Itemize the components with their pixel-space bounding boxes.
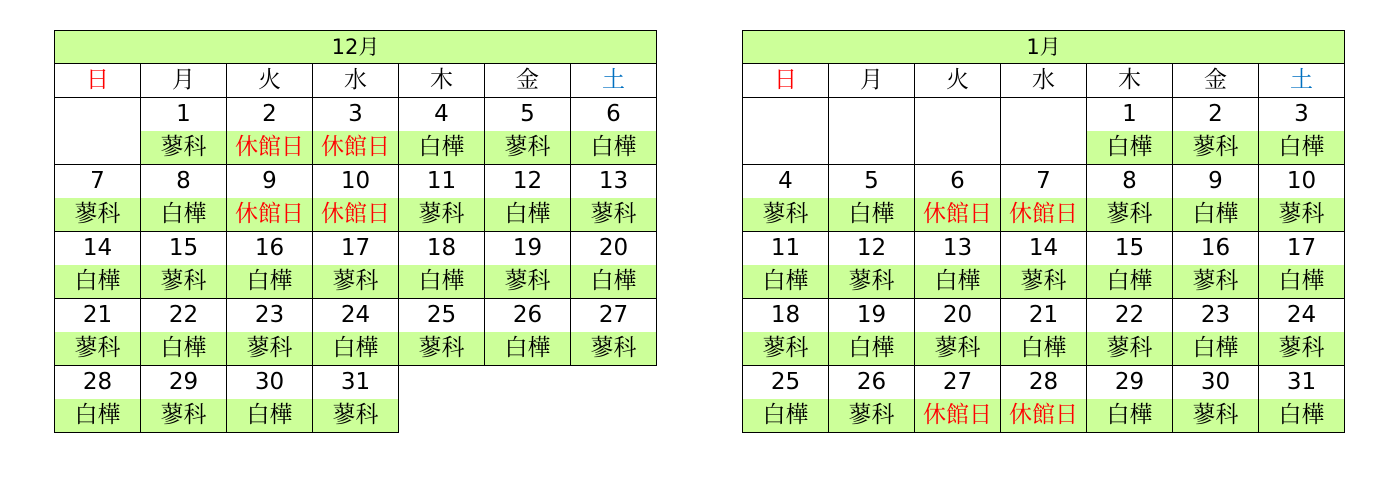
library-assignment: 白樺 [399,265,485,299]
weekday-header-saturday: 土 [571,64,657,98]
day-number: 5 [829,165,915,199]
empty-cell [915,98,1001,132]
day-number: 13 [571,165,657,199]
day-number: 6 [915,165,1001,199]
library-assignment: 白樺 [571,131,657,165]
day-number: 7 [1001,165,1087,199]
day-number: 21 [55,299,141,333]
empty-cell [485,399,571,433]
library-assignment: 白樺 [55,399,141,433]
day-number: 31 [1259,366,1345,400]
week-library-row [55,198,657,232]
library-assignment: 蓼科 [1173,131,1259,165]
empty-cell [1001,98,1087,132]
day-number: 12 [485,165,571,199]
weekday-header-row [743,64,1345,98]
day-number: 15 [1087,232,1173,266]
calendar-body [743,98,1345,433]
calendar-january [742,30,1345,433]
library-assignment: 白樺 [1173,198,1259,232]
day-number: 26 [829,366,915,400]
week-library-row [743,399,1345,433]
weekday-header-thursday: 木 [1087,64,1173,98]
day-number: 17 [313,232,399,266]
empty-cell [829,131,915,165]
library-assignment: 白樺 [141,332,227,366]
week-day-row [55,98,657,132]
empty-cell [55,98,141,132]
library-assignment: 白樺 [141,198,227,232]
day-number: 10 [1259,165,1345,199]
library-assignment: 白樺 [1087,265,1173,299]
library-assignment: 白樺 [1259,265,1345,299]
week-day-row [743,366,1345,400]
day-number: 10 [313,165,399,199]
day-number: 26 [485,299,571,333]
library-assignment: 休館日 [227,198,313,232]
empty-cell [399,399,485,433]
weekday-header-wednesday: 水 [1001,64,1087,98]
day-number: 23 [1173,299,1259,333]
library-assignment: 白樺 [485,198,571,232]
day-number: 29 [1087,366,1173,400]
library-assignment: 蓼科 [399,332,485,366]
day-number: 4 [743,165,829,199]
library-assignment: 蓼科 [313,399,399,433]
library-assignment: 蓼科 [485,131,571,165]
library-assignment: 白樺 [55,265,141,299]
library-assignment: 蓼科 [485,265,571,299]
library-assignment: 蓼科 [1173,265,1259,299]
library-assignment: 蓼科 [743,198,829,232]
library-assignment: 蓼科 [571,198,657,232]
day-number: 24 [1259,299,1345,333]
day-number: 5 [485,98,571,132]
calendar-body [55,98,657,433]
week-library-row [55,332,657,366]
library-assignment: 白樺 [743,265,829,299]
library-assignment: 休館日 [1001,198,1087,232]
day-number: 22 [141,299,227,333]
weekday-header-wednesday: 水 [313,64,399,98]
library-assignment: 白樺 [1259,131,1345,165]
week-library-row [743,332,1345,366]
weekday-header-sunday: 日 [55,64,141,98]
library-assignment: 蓼科 [141,265,227,299]
library-assignment: 休館日 [313,198,399,232]
day-number: 2 [227,98,313,132]
weekday-header-monday: 月 [829,64,915,98]
week-library-row [743,265,1345,299]
week-day-row [743,299,1345,333]
day-number: 7 [55,165,141,199]
weekday-header-row [55,64,657,98]
library-assignment: 白樺 [829,332,915,366]
day-number: 6 [571,98,657,132]
library-assignment: 白樺 [571,265,657,299]
weekday-header-saturday: 土 [1259,64,1345,98]
library-assignment: 蓼科 [141,399,227,433]
weekday-header-friday: 金 [485,64,571,98]
library-assignment: 休館日 [313,131,399,165]
day-number: 27 [571,299,657,333]
library-assignment: 蓼科 [313,265,399,299]
day-number: 9 [1173,165,1259,199]
day-number: 18 [743,299,829,333]
library-assignment: 蓼科 [399,198,485,232]
empty-cell [571,366,657,400]
library-assignment: 蓼科 [1087,332,1173,366]
library-assignment: 白樺 [1173,332,1259,366]
weekday-header-friday: 金 [1173,64,1259,98]
week-day-row [55,232,657,266]
day-number: 1 [1087,98,1173,132]
week-day-row [55,366,657,400]
library-assignment: 白樺 [227,399,313,433]
weekday-header-tuesday: 火 [915,64,1001,98]
library-assignment: 休館日 [915,399,1001,433]
empty-cell [743,131,829,165]
week-day-row [55,165,657,199]
weekday-header-monday: 月 [141,64,227,98]
weekday-header-sunday: 日 [743,64,829,98]
empty-cell [571,399,657,433]
library-assignment: 休館日 [1001,399,1087,433]
library-assignment: 白樺 [1087,399,1173,433]
day-number: 21 [1001,299,1087,333]
library-assignment: 白樺 [399,131,485,165]
day-number: 11 [399,165,485,199]
library-assignment: 蓼科 [1001,265,1087,299]
library-assignment: 白樺 [743,399,829,433]
library-assignment: 白樺 [829,198,915,232]
empty-cell [485,366,571,400]
week-day-row [743,98,1345,132]
week-day-row [743,165,1345,199]
day-number: 17 [1259,232,1345,266]
day-number: 23 [227,299,313,333]
empty-cell [1001,131,1087,165]
empty-cell [743,98,829,132]
day-number: 30 [1173,366,1259,400]
month-title: 1月 [743,31,1345,64]
library-assignment: 蓼科 [227,332,313,366]
day-number: 20 [571,232,657,266]
day-number: 16 [227,232,313,266]
week-library-row [55,265,657,299]
day-number: 8 [1087,165,1173,199]
weekday-header-thursday: 木 [399,64,485,98]
library-assignment: 蓼科 [829,399,915,433]
day-number: 13 [915,232,1001,266]
library-assignment: 白樺 [1001,332,1087,366]
empty-cell [915,131,1001,165]
day-number: 19 [485,232,571,266]
calendar-december [54,30,657,433]
library-assignment: 蓼科 [1259,332,1345,366]
day-number: 22 [1087,299,1173,333]
library-assignment: 蓼科 [55,198,141,232]
library-assignment: 蓼科 [141,131,227,165]
empty-cell [399,366,485,400]
weekday-header-tuesday: 火 [227,64,313,98]
day-number: 18 [399,232,485,266]
day-number: 25 [399,299,485,333]
day-number: 14 [1001,232,1087,266]
week-day-row [743,232,1345,266]
library-assignment: 白樺 [915,265,1001,299]
library-assignment: 休館日 [227,131,313,165]
day-number: 3 [313,98,399,132]
library-assignment: 蓼科 [1087,198,1173,232]
day-number: 24 [313,299,399,333]
week-library-row [743,131,1345,165]
day-number: 2 [1173,98,1259,132]
day-number: 29 [141,366,227,400]
library-assignment: 蓼科 [915,332,1001,366]
day-number: 16 [1173,232,1259,266]
day-number: 3 [1259,98,1345,132]
library-assignment: 白樺 [1087,131,1173,165]
library-assignment: 蓼科 [571,332,657,366]
day-number: 8 [141,165,227,199]
week-library-row [55,399,657,433]
library-assignment: 蓼科 [1259,198,1345,232]
day-number: 25 [743,366,829,400]
day-number: 9 [227,165,313,199]
day-number: 27 [915,366,1001,400]
day-number: 28 [1001,366,1087,400]
library-assignment: 白樺 [227,265,313,299]
week-library-row [743,198,1345,232]
day-number: 30 [227,366,313,400]
day-number: 4 [399,98,485,132]
library-assignment: 蓼科 [743,332,829,366]
day-number: 12 [829,232,915,266]
library-assignment: 蓼科 [829,265,915,299]
week-library-row [55,131,657,165]
day-number: 19 [829,299,915,333]
empty-cell [829,98,915,132]
day-number: 15 [141,232,227,266]
day-number: 14 [55,232,141,266]
day-number: 11 [743,232,829,266]
library-assignment: 白樺 [485,332,571,366]
day-number: 28 [55,366,141,400]
library-assignment: 休館日 [915,198,1001,232]
week-day-row [55,299,657,333]
library-assignment: 白樺 [1259,399,1345,433]
empty-cell [55,131,141,165]
month-title: 12月 [55,31,657,64]
day-number: 1 [141,98,227,132]
library-assignment: 蓼科 [55,332,141,366]
day-number: 20 [915,299,1001,333]
library-assignment: 蓼科 [1173,399,1259,433]
day-number: 31 [313,366,399,400]
library-assignment: 白樺 [313,332,399,366]
